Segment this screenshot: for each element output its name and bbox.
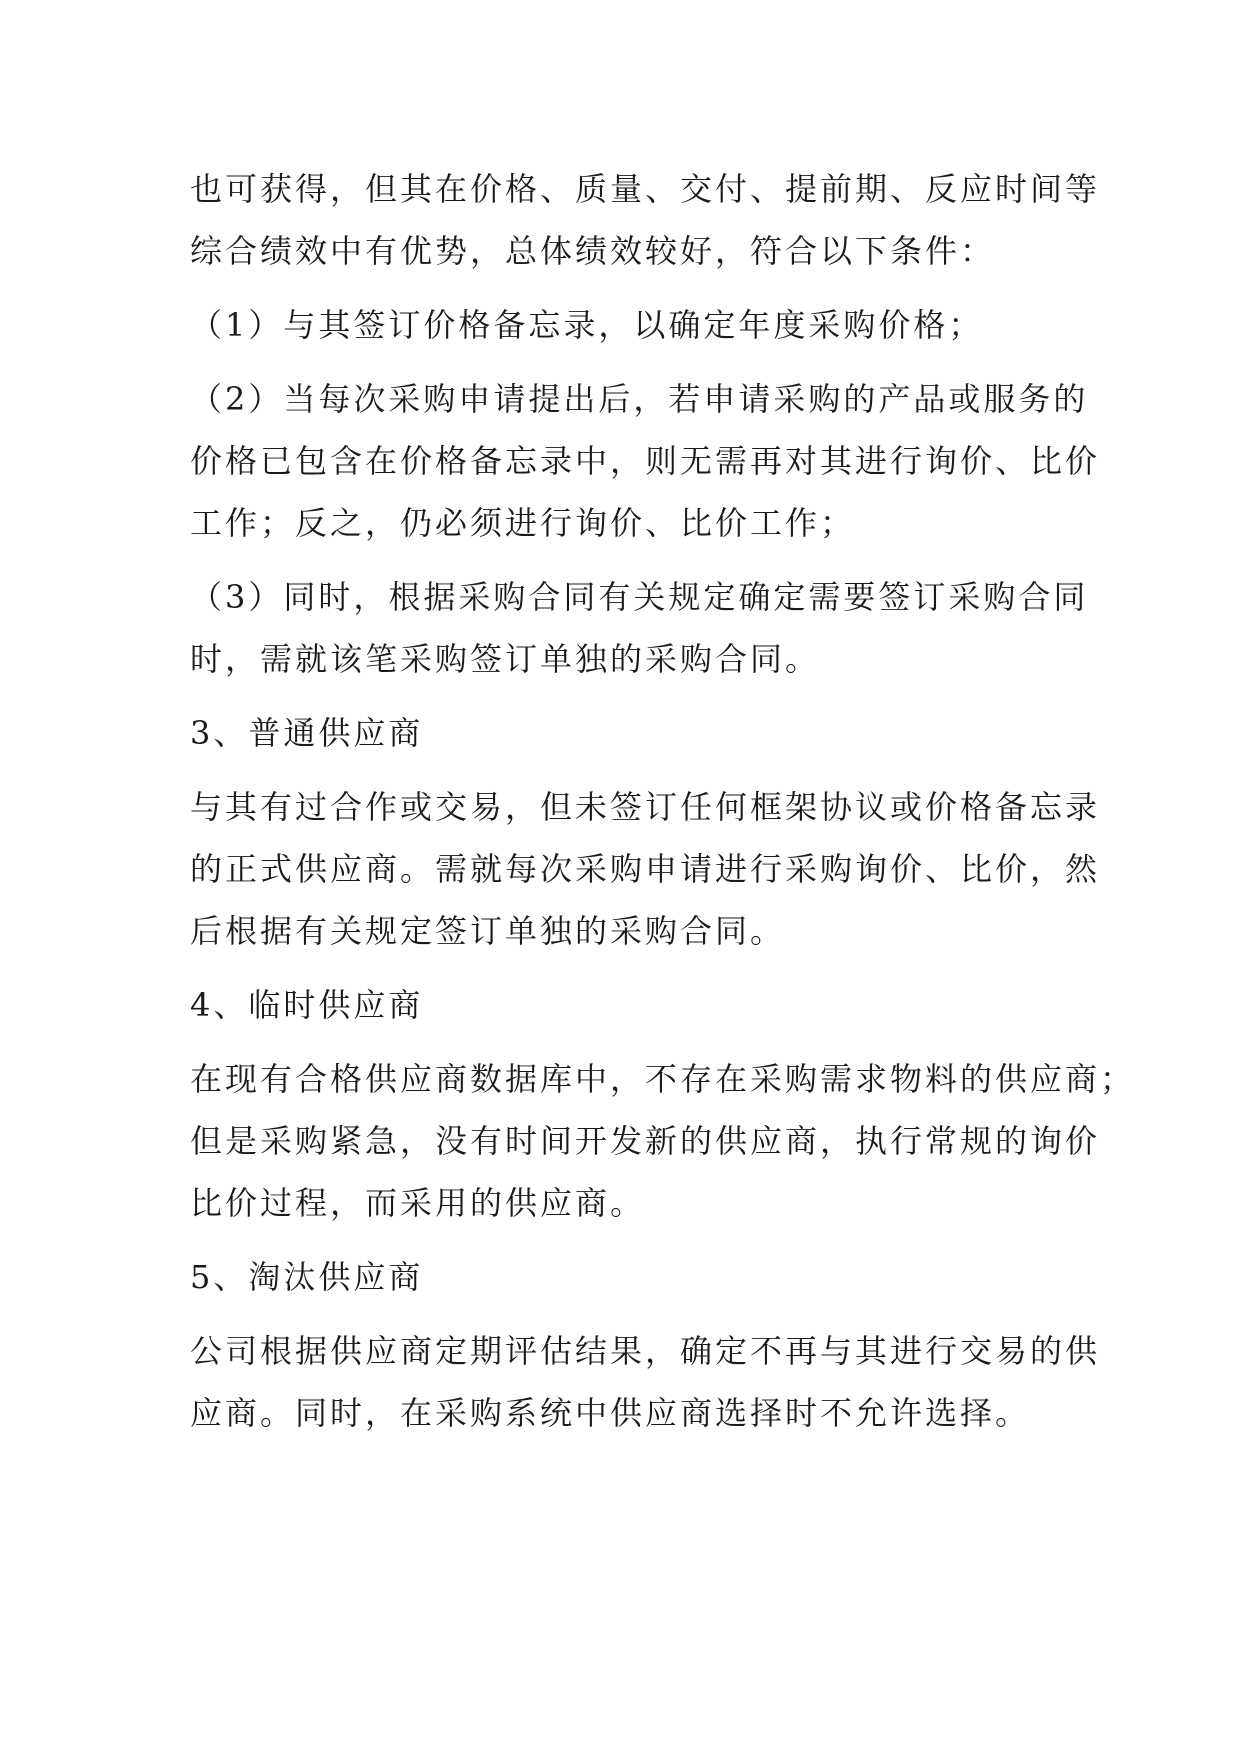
heading-temporary-supplier	[190, 974, 1060, 1036]
text-line: 比价过程，而采用的供应商。	[190, 1184, 646, 1222]
paragraph-condition-2	[190, 368, 1101, 554]
paragraph-ordinary-supplier	[190, 776, 1101, 962]
heading-ordinary-supplier	[190, 702, 1060, 764]
heading-eliminated-supplier	[190, 1246, 1060, 1308]
heading-text: 5、淘汰供应商	[190, 1258, 424, 1296]
heading-text: 4、临时供应商	[190, 986, 424, 1024]
text-line: 时，需就该笔采购签订单独的采购合同。	[190, 640, 821, 678]
paragraph-temporary-supplier	[190, 1048, 1136, 1234]
document-body	[190, 158, 1136, 1456]
paragraph-condition-3	[190, 566, 1089, 690]
text-line: 也可获得，但其在价格、质量、交付、提前期、反应时间等	[190, 170, 1101, 208]
text-line: 与其有过合作或交易，但未签订任何框架协议或价格备忘录	[190, 788, 1101, 826]
text-line: 应商。同时，在采购系统中供应商选择时不允许选择。	[190, 1394, 1031, 1432]
text-line: （2）当每次采购申请提出后，若申请采购的产品或服务的	[190, 380, 1089, 418]
text-line: 价格已包含在价格备忘录中，则无需再对其进行询价、比价	[190, 442, 1101, 480]
text-line: 但是采购紧急，没有时间开发新的供应商，执行常规的询价	[190, 1122, 1101, 1160]
text-line: 综合绩效中有优势，总体绩效较好，符合以下条件：	[190, 232, 996, 270]
text-line: （1）与其签订价格备忘录，以确定年度采购价格；	[190, 306, 984, 344]
paragraph-eliminated-supplier	[190, 1320, 1101, 1444]
text-line: （3）同时，根据采购合同有关规定确定需要签订采购合同	[190, 578, 1089, 616]
text-line: 后根据有关规定签订单独的采购合同。	[190, 912, 786, 950]
heading-text: 3、普通供应商	[190, 714, 424, 752]
text-line: 的正式供应商。需就每次采购申请进行采购询价、比价，然	[190, 850, 1101, 888]
paragraph-conditions-intro	[190, 158, 1101, 282]
paragraph-condition-1	[190, 294, 1060, 356]
text-line: 在现有合格供应商数据库中，不存在采购需求物料的供应商；	[190, 1060, 1136, 1098]
text-line: 工作；反之，仍必须进行询价、比价工作；	[190, 504, 856, 542]
text-line: 公司根据供应商定期评估结果，确定不再与其进行交易的供	[190, 1332, 1101, 1370]
